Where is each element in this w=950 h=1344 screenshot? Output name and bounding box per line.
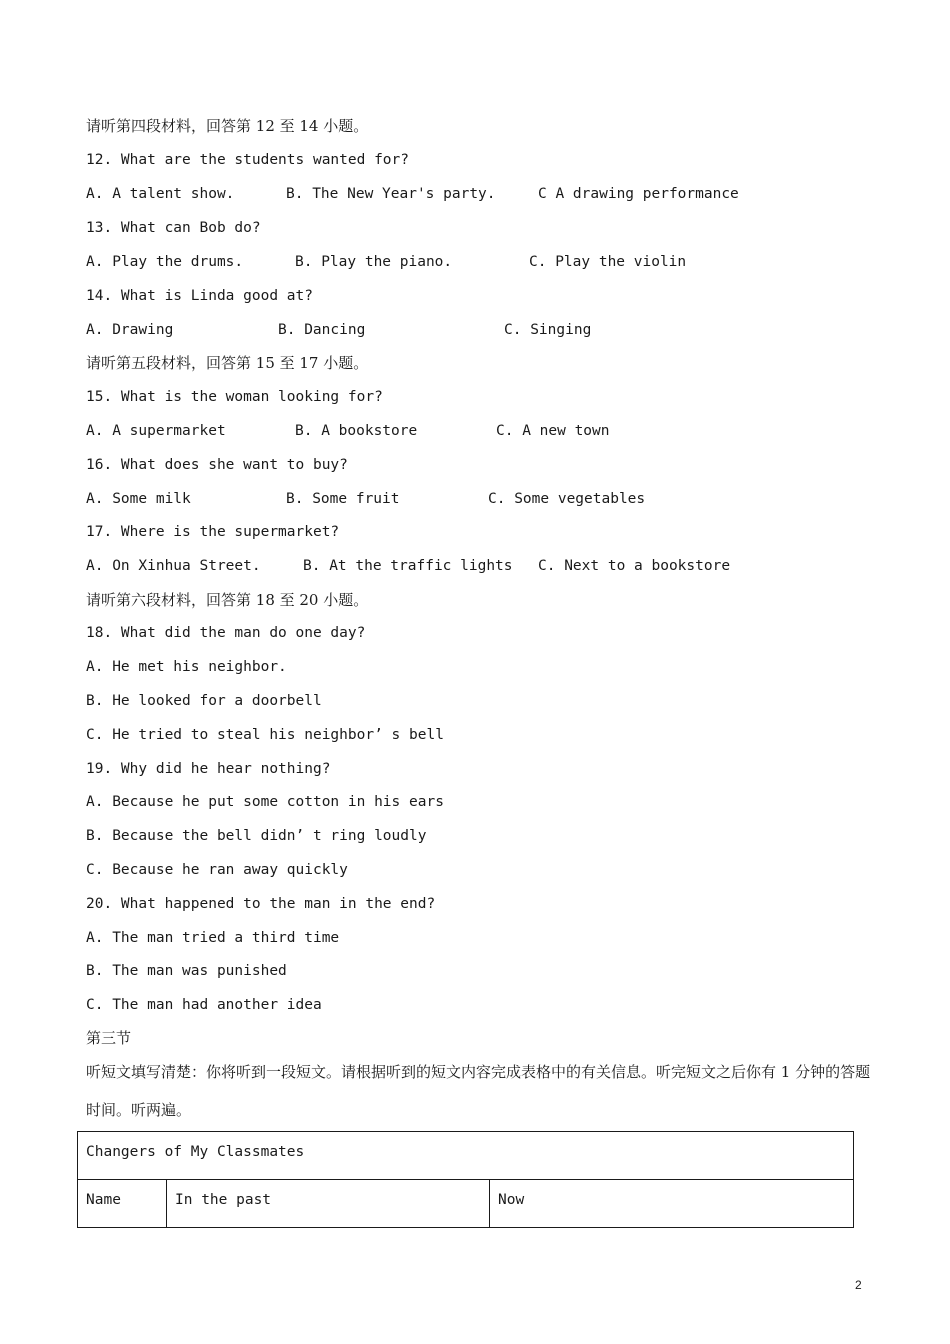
option-14c: C. Singing [504, 322, 592, 338]
option-18c: C. He tried to steal his neighbor’ s bell [86, 727, 444, 743]
option-20b: B. The man was punished [86, 963, 287, 979]
table-header-past: In the past [167, 1180, 490, 1228]
question-16: 16. What does she want to buy? [86, 457, 348, 473]
option-18a: A. He met his neighbor. [86, 659, 287, 675]
option-13a: A. Play the drums. [86, 254, 244, 270]
option-20a: A. The man tried a third time [86, 930, 340, 946]
question-15: 15. What is the woman looking for? [86, 389, 383, 405]
classmates-table [77, 1131, 854, 1228]
option-14a: A. Drawing [86, 322, 174, 338]
question-12: 12. What are the students wanted for? [86, 152, 410, 168]
part-heading: 请听第六段材料，回答第 18 至 20 小题。 [86, 591, 369, 609]
option-19a: A. Because he put some cotton in his ears [86, 794, 444, 810]
option-13b: B. Play the piano. [295, 254, 453, 270]
option-14b: B. Dancing [278, 322, 366, 338]
table-title: Changers of My Classmates [78, 1132, 854, 1180]
option-17c: C. Next to a bookstore [538, 558, 731, 574]
part-heading: 请听第五段材料，回答第 15 至 17 小题。 [86, 354, 369, 372]
question-17: 17. Where is the supermarket? [86, 524, 340, 540]
option-17a: A. On Xinhua Street. [86, 558, 261, 574]
part-heading: 请听第四段材料，回答第 12 至 14 小题。 [86, 117, 369, 135]
option-19c: C. Because he ran away quickly [86, 862, 348, 878]
table-header-name: Name [78, 1180, 167, 1228]
option-17b: B. At the traffic lights [303, 558, 513, 574]
option-16c: C. Some vegetables [488, 491, 646, 507]
option-18b: B. He looked for a doorbell [86, 693, 322, 709]
option-19b: B. Because the bell didn’ t ring loudly [86, 828, 427, 844]
option-13c: C. Play the violin [529, 254, 687, 270]
option-20c: C. The man had another idea [86, 997, 322, 1013]
option-16a: A. Some milk [86, 491, 191, 507]
option-16b: B. Some fruit [286, 491, 400, 507]
question-18: 18. What did the man do one day? [86, 625, 366, 641]
option-15b: B. A bookstore [295, 423, 418, 439]
option-15a: A. A supermarket [86, 423, 226, 439]
page-number: 2 [855, 1278, 862, 1292]
question-19: 19. Why did he hear nothing? [86, 761, 331, 777]
option-15c: C. A new town [496, 423, 610, 439]
question-14: 14. What is Linda good at? [86, 288, 313, 304]
section-title: 第三节 [86, 1029, 132, 1047]
option-12a: A. A talent show. [86, 186, 235, 202]
option-12b: B. The New Year's party. [286, 186, 496, 202]
question-20: 20. What happened to the man in the end? [86, 896, 436, 912]
table-header-now: Now [490, 1180, 854, 1228]
option-12c: C A drawing performance [538, 186, 739, 202]
question-13: 13. What can Bob do? [86, 220, 261, 236]
section-instructions: 听短文填写清楚：你将听到一段短文。请根据听到的短文内容完成表格中的有关信息。听完短文之后你有 1 分钟的答题时间。听两遍。 [86, 1063, 871, 1119]
